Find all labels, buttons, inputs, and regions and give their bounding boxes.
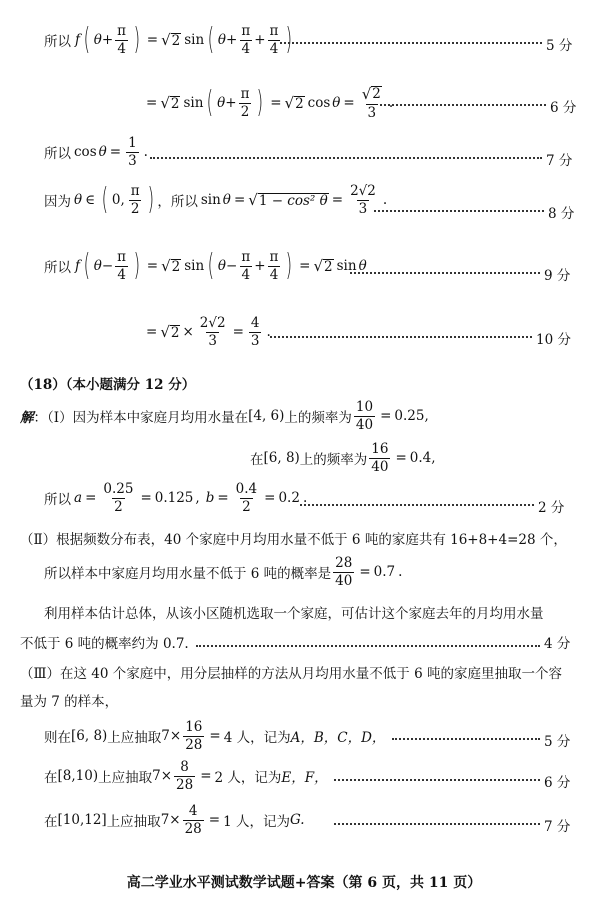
period: . — [382, 192, 388, 209]
dot-leader — [280, 42, 542, 44]
comma: , — [195, 490, 200, 507]
equals: = — [380, 408, 392, 425]
frac-num: 4 — [250, 315, 260, 331]
score-points: 7 分 — [544, 819, 571, 835]
frac-num: 28 — [335, 555, 353, 571]
sqrt-2: √ 2 — [160, 323, 180, 342]
times: × — [169, 728, 182, 745]
frac-num: 16 — [371, 441, 389, 457]
frac-num: 2√2 — [350, 183, 376, 199]
frac-pi-4 — [239, 250, 252, 283]
sqrt-arg: 2 — [324, 258, 333, 275]
equals: = — [200, 768, 212, 785]
sqrt-arg: 2 — [372, 86, 381, 102]
equals: = — [395, 450, 407, 467]
equals: = — [208, 812, 221, 829]
comma: , — [120, 192, 125, 209]
freq-text: 上的频率为 — [299, 452, 368, 469]
sqrt-2: √ 2 — [284, 94, 304, 113]
theta: θ — [222, 192, 231, 209]
seven: 7 — [160, 812, 170, 829]
equals: = — [146, 32, 159, 49]
text-shang-ying: 上应抽取 — [107, 730, 162, 747]
equals: = — [343, 95, 355, 112]
frac-pi-2 — [129, 184, 142, 217]
frac-num: √ 2 — [361, 85, 381, 104]
eq-line-2 — [146, 86, 393, 120]
equals: = — [109, 144, 122, 161]
equals: = — [232, 324, 244, 341]
part1-intro: ：（Ⅰ）因为样本中家庭月均用水量在 — [33, 410, 249, 427]
frac-num: π — [241, 23, 251, 39]
interval: [8,10) — [57, 768, 99, 785]
frac-num: 4 — [188, 803, 198, 819]
frac-num: π — [117, 23, 127, 39]
score-points: 5 分 — [546, 38, 573, 54]
frac-den: 3 — [208, 332, 217, 349]
equals: = — [359, 564, 371, 581]
dot-leader — [374, 210, 544, 212]
times: × — [182, 324, 194, 341]
sqrt-arg: 2 — [295, 95, 304, 112]
value: 0.25 — [394, 408, 425, 425]
sqrt-arg: 2 — [170, 324, 180, 341]
text-shang-ying: 上应抽取 — [106, 814, 161, 831]
frac-den: 40 — [335, 572, 353, 589]
frac-den: 4 — [269, 266, 279, 283]
part1-line2 — [250, 442, 436, 475]
dot-leader — [334, 779, 540, 781]
plus: + — [254, 32, 266, 49]
frac-16-28 — [183, 720, 204, 753]
dot-leader — [300, 504, 534, 506]
frac-den: 3 — [250, 332, 260, 349]
part3-line1: （Ⅲ）在这 40 个家庭中，用分层抽样的方法从月均用水量不低于 6 吨的家庭里抽取一个容 — [20, 666, 562, 682]
equals: = — [140, 490, 152, 507]
score-points: 10 分 — [536, 332, 571, 348]
equals: = — [146, 324, 158, 341]
frac-den: 4 — [241, 266, 251, 283]
theta: θ — [217, 258, 227, 275]
part1-line1 — [20, 400, 429, 433]
sqrt-arg — [258, 193, 329, 210]
frac-a — [101, 482, 135, 515]
comma: , — [424, 408, 429, 425]
frac-pi-4 — [268, 250, 281, 283]
frac-16-40 — [369, 442, 390, 475]
names: A，B，C，D， — [290, 730, 386, 747]
interval: [6, 8) — [71, 728, 108, 745]
paren-open: ( — [207, 248, 215, 284]
theta: θ — [93, 258, 102, 275]
sqrt-arg: 2 — [170, 95, 180, 112]
equals: = — [270, 95, 282, 112]
frac-pi-4 — [115, 250, 128, 283]
question-heading: （18）（本小题满分 12 分） — [20, 377, 196, 393]
paren-open: ( — [101, 182, 109, 218]
theta: θ — [98, 144, 107, 161]
text-shang-ying: 上应抽取 — [98, 770, 153, 787]
part3-row-1 — [44, 720, 385, 753]
dot-leader — [150, 157, 542, 159]
score-points: 7 分 — [546, 153, 573, 169]
frac-num: 0.4 — [235, 481, 258, 497]
var-b: b — [205, 490, 215, 507]
func-f: f — [75, 258, 80, 275]
func-sin: sin — [183, 95, 204, 112]
paren-close: ) — [257, 85, 264, 121]
sqrt-2: √ 2 — [313, 257, 333, 276]
part2-line1: （Ⅱ）根据频数分布表，40 个家庭中月均用水量不低于 6 吨的家庭共有 16+8+4=28 个， — [20, 532, 567, 548]
frac-den: 4 — [241, 40, 251, 57]
period: . — [398, 564, 403, 581]
text-suoyi: ，所以 — [157, 194, 198, 211]
eq-line-4 — [44, 184, 387, 217]
score-points: 5 分 — [544, 734, 571, 750]
paren-open: ( — [83, 22, 91, 58]
equals: = — [299, 258, 311, 275]
frac-num: π — [240, 85, 250, 102]
score-points: 9 分 — [544, 268, 571, 284]
part3-row-3 — [44, 804, 305, 837]
func-sin: sin — [184, 32, 205, 49]
sqrt-2: √ 2 — [160, 94, 180, 113]
text-suoyi: 所以 — [44, 260, 71, 277]
frac-1-3 — [126, 136, 139, 169]
text-suoyi: 所以 — [44, 492, 71, 509]
equals: = — [146, 95, 158, 112]
theta: θ — [74, 192, 83, 209]
names: G. — [289, 812, 305, 829]
score-points: 6 分 — [550, 100, 577, 116]
frac-pi-2 — [239, 87, 252, 120]
frac-2sqrt2-3 — [198, 316, 228, 349]
score-points: 8 分 — [548, 206, 575, 222]
part3-line2: 量为 7 的样本， — [20, 694, 119, 710]
frac-num: π — [241, 249, 251, 265]
frac-den: 28 — [184, 820, 202, 837]
times: × — [169, 812, 181, 829]
value: 0.7 — [373, 564, 396, 581]
score-points: 6 分 — [544, 775, 571, 791]
plus: + — [254, 258, 266, 275]
text-suoyi: 所以 — [44, 34, 71, 51]
var-a: a — [74, 490, 83, 507]
plus: + — [226, 32, 238, 49]
frac-b — [234, 482, 259, 515]
frac-den: 3 — [128, 152, 137, 169]
names: E，F， — [281, 770, 328, 787]
paren-open: ( — [83, 248, 91, 284]
part2-line3: 利用样本估计总体，从该小区随机选取一个家庭，可估计这个家庭去年的月均用水量 — [44, 606, 544, 622]
frac-den: 40 — [355, 416, 374, 433]
frac-num: 16 — [185, 719, 203, 735]
frac-num: 2√2 — [199, 315, 226, 331]
paren-close: ) — [286, 248, 293, 284]
one-minus: 1 − — [258, 192, 288, 209]
period: . — [388, 95, 394, 112]
sqrt-arg: 2 — [171, 32, 181, 49]
minus: − — [226, 258, 238, 275]
paren-open: ( — [207, 22, 215, 58]
frac-num: 1 — [128, 135, 137, 151]
text-zai: 在 — [44, 770, 58, 787]
score-points: 4 分 — [544, 636, 571, 652]
interval: [4, 6) — [248, 408, 285, 425]
paren-close: ) — [133, 248, 141, 284]
sqrt-arg: 2 — [171, 258, 181, 275]
value: 0.4 — [409, 450, 432, 467]
theta: θ — [93, 32, 102, 49]
seven: 7 — [152, 768, 161, 785]
text-zai: 在 — [44, 814, 58, 831]
frac-den: 3 — [367, 104, 377, 121]
element-of: ∈ — [85, 192, 96, 209]
count-text: 1 人，记为 — [223, 814, 290, 831]
freq-text: 上的频率为 — [284, 410, 352, 427]
frac-4-3 — [249, 316, 262, 349]
equals: = — [209, 728, 221, 745]
frac-den: 2 — [242, 498, 251, 515]
paren-close: ) — [286, 22, 293, 58]
interval: [6, 8) — [263, 450, 300, 467]
period: . — [302, 490, 308, 507]
frac-den: 2 — [114, 498, 123, 515]
part2-line4: 不低于 6 吨的概率约为 0.7. — [20, 636, 189, 652]
frac-4-28 — [183, 804, 204, 837]
frac-pi-4 — [268, 24, 281, 57]
eq-line-3 — [44, 136, 148, 169]
func-f: f — [75, 32, 80, 49]
comma: , — [431, 450, 436, 467]
frac-num: π — [130, 183, 140, 199]
frac-den: 28 — [176, 776, 194, 793]
text-yinwei: 因为 — [44, 194, 71, 211]
count-text: 4 人，记为 — [223, 730, 291, 747]
equals: = — [217, 490, 229, 507]
seven: 7 — [161, 728, 170, 745]
theta: θ — [217, 95, 226, 112]
frac-den: 3 — [358, 200, 368, 217]
minus: − — [101, 258, 114, 275]
score-points: 2 分 — [538, 500, 565, 516]
dot-leader — [270, 336, 532, 338]
frac-den: 4 — [117, 266, 126, 283]
frac-num: 0.25 — [103, 481, 134, 497]
sqrt-2: √ 2 — [161, 257, 181, 276]
text-suoyi: 所以 — [44, 146, 71, 163]
page-footer: 高二学业水平测试数学试题+答案（第 6 页，共 11 页） — [126, 875, 482, 891]
period: . — [266, 324, 271, 341]
func-sin: sin — [200, 192, 221, 209]
frac-num: π — [269, 23, 279, 39]
dot-leader — [380, 104, 546, 106]
dot-leader — [392, 738, 540, 740]
frac-num: 10 — [355, 399, 374, 415]
dot-leader — [334, 823, 540, 825]
frac-den: 2 — [130, 200, 140, 217]
part2-text: 所以样本中家庭月均用水量不低于 6 吨的概率是 — [44, 566, 332, 583]
theta: θ — [358, 258, 367, 275]
period: . — [143, 144, 148, 161]
func-cos: cos — [74, 144, 97, 161]
theta: θ — [217, 32, 227, 49]
frac-den: 4 — [269, 40, 279, 57]
frac-pi-4 — [115, 24, 128, 57]
plus: + — [101, 32, 114, 49]
eq-line-1 — [44, 24, 296, 57]
part3-row-2 — [44, 760, 328, 793]
text-ze-zai: 则在 — [44, 730, 71, 747]
frac-den: 40 — [371, 458, 389, 475]
frac-10-40 — [354, 400, 375, 433]
equals: = — [331, 192, 344, 209]
frac-num: π — [269, 249, 279, 265]
dot-leader — [196, 645, 540, 647]
text-zai: 在 — [250, 452, 264, 469]
interval: [10,12] — [57, 812, 107, 829]
frac-den: 4 — [117, 40, 126, 57]
count-text: 2 人，记为 — [214, 770, 282, 787]
plus: + — [225, 95, 237, 112]
sqrt-1-minus-cos2: √ 1 − cos² θ — [248, 191, 328, 210]
value: 0.2 — [278, 490, 300, 507]
part1-line3 — [44, 482, 307, 515]
eq-line-6 — [146, 316, 271, 349]
frac-28-40 — [333, 556, 354, 589]
equals: = — [85, 490, 97, 507]
eq-line-5 — [44, 250, 367, 283]
func-cos: cos — [307, 95, 331, 112]
dot-leader — [350, 272, 540, 274]
paren-close: ) — [147, 182, 154, 218]
func-sin: sin — [184, 258, 205, 275]
equals: = — [233, 192, 246, 209]
label-jie: 解 — [20, 410, 34, 427]
cos-squared-theta: cos² θ — [287, 192, 328, 209]
frac-8-28 — [174, 760, 195, 793]
theta: θ — [332, 95, 341, 112]
part2-line2 — [44, 556, 402, 589]
zero: 0 — [111, 192, 121, 209]
paren-close: ) — [133, 22, 141, 58]
frac-den: 28 — [185, 736, 203, 753]
equals: = — [264, 490, 276, 507]
frac-num: π — [117, 249, 127, 265]
func-sin: sin — [336, 258, 357, 275]
paren-open: ( — [207, 85, 214, 121]
frac-num: 8 — [180, 759, 189, 775]
frac-den: 2 — [240, 103, 250, 120]
frac-pi-4 — [239, 24, 252, 57]
value: 0.125 — [154, 490, 194, 507]
equals: = — [146, 258, 159, 275]
sqrt-2: √ 2 — [161, 31, 181, 50]
times: × — [160, 768, 172, 785]
